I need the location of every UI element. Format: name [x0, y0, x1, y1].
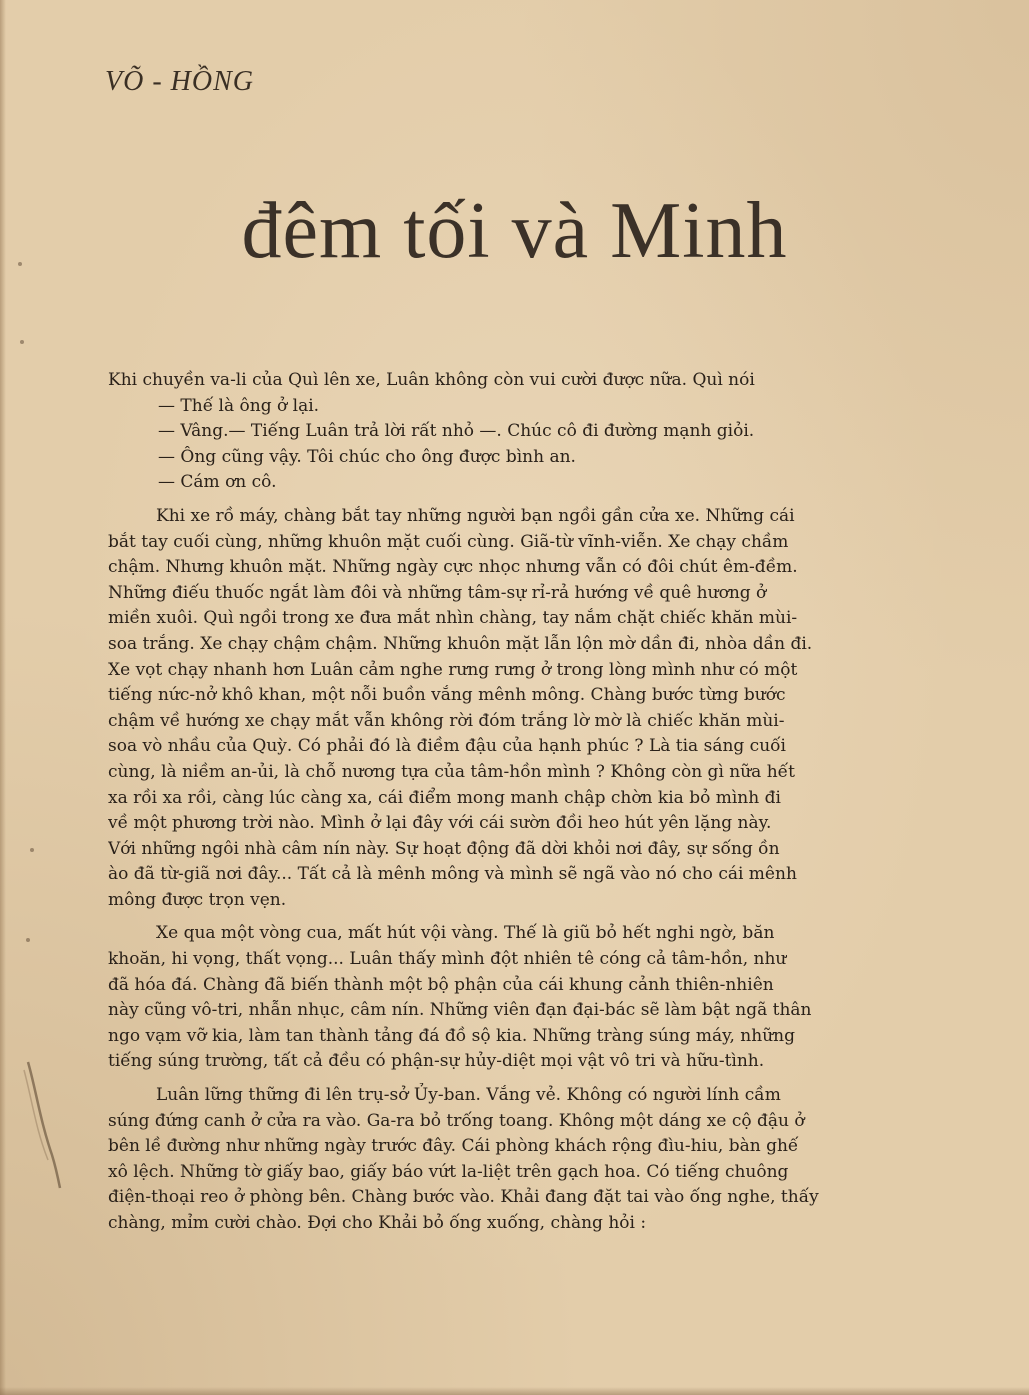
text-line: soa trắng. Xe chạy chậm chậm. Những khuôn mặt lẫn lộn mờ dần đi, nhòa dần đi.: [108, 633, 813, 654]
paper-crease-mark: [22, 1060, 62, 1190]
paper-speck: [20, 340, 24, 344]
page-bottom-shadow: [0, 1387, 1029, 1395]
text-line: bắt tay cuối cùng, những khuôn mặt cuối cùng. Giã-từ vĩnh-viễn. Xe chạy chầm: [108, 531, 789, 552]
paper-speck: [30, 848, 34, 852]
paragraph: [108, 504, 960, 914]
text-line: chậm về hướng xe chạy mắt vẫn không rời đóm trắng lờ mờ là chiếc khăn mùi-: [108, 710, 785, 731]
paragraph-gap: [108, 913, 960, 921]
text-line: Những điếu thuốc ngắt làm đôi và những tâm-sự rỉ-rả hướng về quê hương ở: [108, 582, 767, 603]
dialog-line: [108, 445, 960, 471]
dialog-line: [108, 470, 960, 496]
paragraph-gap: [108, 496, 960, 504]
text-line: miền xuôi. Quì ngồi trong xe đưa mắt nhìn chàng, tay nắm chặt chiếc khăn mùi-: [108, 608, 798, 629]
paragraph: [108, 368, 960, 394]
text-line: Với những ngôi nhà câm nín này. Sự hoạt động đã dời khỏi nơi đây, sự sống ồn: [108, 838, 780, 859]
paragraph: [108, 921, 960, 1075]
text-line: khoăn, hi vọng, thất vọng... Luân thấy mình đột nhiên tê cóng cả tâm-hồn, như: [108, 949, 787, 970]
text-line: Xe qua một vòng cua, mất hút vội vàng. Thế là giũ bỏ hết nghi ngờ, băn: [156, 923, 775, 944]
text-line: cùng, là niềm an-ủi, là chỗ nương tựa của tâm-hồn mình ? Không còn gì nữa hết: [108, 761, 795, 782]
story-title: đêm tối và Minh: [241, 187, 788, 275]
text-line: Luân lững thững đi lên trụ-sở Ủy-ban. Vắng vẻ. Không có người lính cầm: [156, 1085, 781, 1106]
text-line: chậm. Nhưng khuôn mặt. Những ngày cực nhọc nhưng vẫn có đôi chút êm-đềm.: [108, 557, 798, 578]
text-line: — Vâng.— Tiếng Luân trả lời rất nhỏ —. Chúc cô đi đường mạnh giỏi.: [158, 421, 755, 442]
text-line: tiếng nức-nở khô khan, một nỗi buồn vắng mênh mông. Chàng bước từng bước: [108, 685, 786, 706]
text-line: ào đã từ-giã nơi đây... Tất cả là mênh mông và mình sẽ ngã vào nó cho cái mênh: [108, 864, 797, 885]
paragraph-gap: [108, 1075, 960, 1083]
text-line: về một phương trời nào. Mình ở lại đây với cái sườn đồi heo hút yên lặng này.: [108, 813, 772, 834]
dialog-line: [108, 419, 960, 445]
text-line: soa vò nhầu của Quỳ. Có phải đó là điềm đậu của hạnh phúc ? Là tia sáng cuối: [108, 736, 786, 757]
text-line: — Cám ơn cô.: [158, 472, 277, 493]
paragraph: [108, 1083, 960, 1237]
text-line: Khi xe rồ máy, chàng bắt tay những người bạn ngồi gần cửa xe. Những cái: [156, 505, 795, 526]
author-name: VÕ - HỒNG: [105, 66, 254, 97]
text-line: — Ông cũng vậy. Tôi chúc cho ông được bình an.: [158, 446, 576, 467]
text-line: xô lệch. Những tờ giấy bao, giấy báo vứt la-liệt trên gạch hoa. Có tiếng chuông: [108, 1161, 789, 1182]
text-line: xa rồi xa rồi, càng lúc càng xa, cái điểm mong manh chập chờn kia bỏ mình đi: [108, 787, 781, 808]
text-line: điện-thoại reo ở phòng bên. Chàng bước vào. Khải đang đặt tai vào ống nghe, thấy: [108, 1187, 819, 1208]
text-line: — Thế là ông ở lại.: [158, 395, 320, 416]
text-line: mông được trọn vẹn.: [108, 889, 287, 910]
paper-speck: [26, 938, 30, 942]
text-line: súng đứng canh ở cửa ra vào. Ga-ra bỏ trống toang. Không một dáng xe cộ đậu ở: [108, 1110, 805, 1131]
text-line: bên lề đường như những ngày trước đây. Cái phòng khách rộng đìu-hiu, bàn ghế: [108, 1136, 799, 1157]
text-line: Khi chuyền va-li của Quì lên xe, Luân không còn vui cười được nữa. Quì nói: [108, 370, 755, 390]
text-line: này cũng vô-tri, nhẫn nhục, câm nín. Những viên đạn đại-bác sẽ làm bật ngã thân: [108, 1000, 812, 1021]
text-line: ngo vạm vỡ kia, làm tan thành tảng đá đồ sộ kia. Những tràng súng máy, những: [108, 1025, 795, 1046]
text-line: chàng, mỉm cười chào. Đợi cho Khải bỏ ống xuống, chàng hỏi :: [108, 1213, 647, 1233]
story-body: [108, 368, 960, 1237]
text-line: tiếng súng trường, tất cả đều có phận-sự hủy-diệt mọi vật vô tri và hữu-tình.: [108, 1051, 765, 1072]
text-line: Xe vọt chạy nhanh hơn Luân cảm nghe rưng rưng ở trong lòng mình như có một: [108, 659, 798, 680]
dialog-line: [108, 394, 960, 420]
text-line: đã hóa đá. Chàng đã biến thành một bộ phận của cái khung cảnh thiên-nhiên: [108, 974, 774, 995]
